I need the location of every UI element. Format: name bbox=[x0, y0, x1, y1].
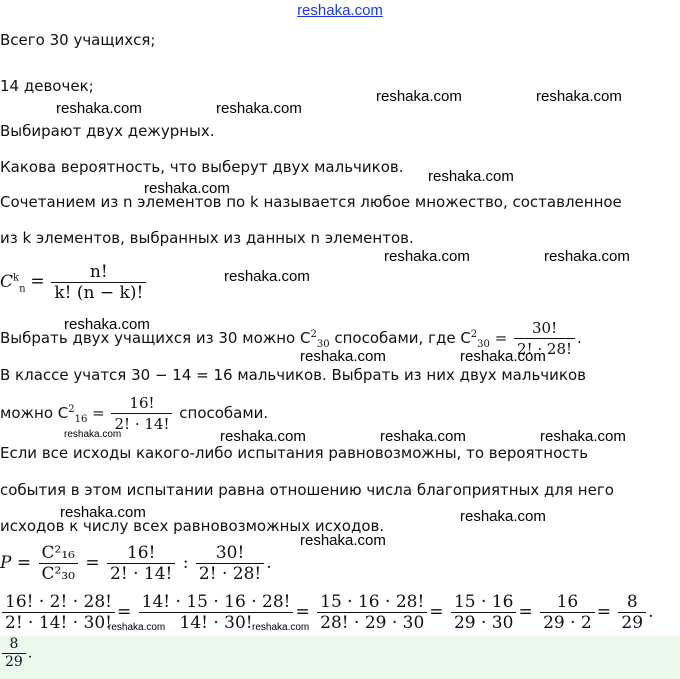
p-div: : bbox=[182, 553, 189, 573]
p-fraction-2 bbox=[107, 543, 175, 584]
p-f3-num: 30! bbox=[196, 543, 264, 564]
answer-num: 8 bbox=[2, 636, 26, 654]
watermark: reshaka.com bbox=[220, 428, 306, 445]
choose-16-num: 16! bbox=[111, 393, 172, 414]
chain-3-num: 15 · 16 · 28! bbox=[317, 592, 427, 613]
line-probability-def-1: Если все исходы какого-либо испытания равновозможны, то вероятность bbox=[0, 444, 589, 462]
chain-4-den: 29 · 30 bbox=[453, 613, 514, 633]
choose-16-text-b: способами. bbox=[179, 404, 269, 422]
line-combination-definition-cont: из k элементов, выбранных из данных n элементов. bbox=[0, 229, 414, 247]
watermark: reshaka.com bbox=[300, 532, 386, 549]
chain-6-num: 8 bbox=[618, 592, 646, 613]
line-choose-two: Выбирают двух дежурных. bbox=[0, 122, 215, 140]
watermark: reshaka.com bbox=[144, 180, 230, 197]
choose-30-den: 2! · 28! bbox=[517, 340, 573, 358]
chain-fraction-1 bbox=[2, 592, 115, 633]
choose-30-text-b: способами, где C bbox=[334, 329, 471, 347]
choose-30-sub2: 30 bbox=[477, 339, 490, 350]
line-choose-from-30: Выбрать двух учащихся из 30 можно $C^2_{30}$ способами, где $C^2_{30}$ = $\frac{30!}{2! \cdot 28!}$ . bbox=[0, 319, 582, 358]
p-f1-num: C²₁₆ bbox=[39, 543, 78, 564]
formula-calculation-chain: $\frac{16! \cdot 2! \cdot 28!}{2! \cdot 14! \cdot 30!}$ = $\frac{14! \cdot 15 \cdot 16 \cdot 28!}{14! \cdot 30!}$ = $\frac{15 \cdot 16 \cdot 28!}{28! \cdot 29 \cdot 30}$ = $\frac{15 \cdot 16}{29 \cdot 30}$ = $\frac{16}{29 \cdot 2}$ = $\frac{8}{29}$ . bbox=[0, 592, 653, 633]
answer-fraction: $\frac{8}{29}$ . bbox=[0, 636, 32, 671]
p-f1-den: C²₃₀ bbox=[41, 564, 75, 584]
p-lhs: P = bbox=[0, 553, 32, 573]
choose-16-fraction bbox=[111, 393, 172, 434]
chain-1-den: 2! · 14! · 30! bbox=[5, 613, 112, 633]
watermark: reshaka.com bbox=[540, 428, 626, 445]
formula-comb-sub: n bbox=[19, 282, 26, 294]
chain-1-num: 16! · 2! · 28! bbox=[2, 592, 115, 613]
line-question: Какова вероятность, что выберут двух мальчиков. bbox=[0, 158, 404, 176]
watermark: reshaka.com bbox=[536, 88, 622, 105]
formula-comb-den: k! (n − k)! bbox=[54, 283, 144, 303]
chain-2-num: 14! · 15 · 16 · 28! bbox=[139, 592, 294, 613]
formula-comb-eq: = bbox=[30, 271, 45, 292]
line-total-students: Всего 30 учащихся; bbox=[0, 31, 156, 49]
formula-probability: P = $\frac{\text{C²₁₆}}{\text{C²₃₀}}$ = $\frac{16!}{2! \cdot 14!}$ : $\frac{30!}{2! \cdot 28!}$ . bbox=[0, 543, 272, 584]
watermark: reshaka.com bbox=[64, 429, 122, 440]
watermark: reshaka.com bbox=[300, 348, 386, 365]
watermark: reshaka.com bbox=[56, 100, 142, 117]
watermark: reshaka.com bbox=[460, 348, 546, 365]
chain-fraction-6 bbox=[618, 592, 646, 633]
watermark: reshaka.com bbox=[64, 316, 150, 333]
chain-5-num: 16 bbox=[540, 592, 595, 613]
line-girls: 14 девочек; bbox=[0, 77, 94, 95]
watermark: reshaka.com bbox=[108, 622, 166, 633]
watermark: reshaka.com bbox=[376, 88, 462, 105]
p-f3-den: 2! · 28! bbox=[198, 564, 262, 584]
choose-30-sup2: 2 bbox=[470, 329, 478, 340]
chain-2-den: 14! · 30! bbox=[179, 613, 253, 633]
chain-4-num: 15 · 16 bbox=[451, 592, 516, 613]
watermark: reshaka.com bbox=[60, 504, 146, 521]
p-fraction-1 bbox=[39, 543, 78, 584]
choose-30-num: 30! bbox=[514, 318, 575, 339]
site-header-link[interactable]: reshaka.com bbox=[297, 2, 383, 19]
watermark: reshaka.com bbox=[428, 168, 514, 185]
chain-5-den: 29 · 2 bbox=[543, 613, 592, 633]
p-f2-den: 2! · 14! bbox=[110, 564, 173, 584]
choose-30-text-a: Выбрать двух учащихся из 30 можно C bbox=[0, 329, 311, 347]
chain-fraction-5 bbox=[540, 592, 595, 633]
choose-30-sub: 30 bbox=[316, 339, 330, 350]
p-f2-num: 16! bbox=[107, 543, 175, 564]
line-probability-def-3: исходов к числу всех равновозможных исходов. bbox=[0, 517, 385, 535]
watermark: reshaka.com bbox=[380, 428, 466, 445]
answer-band bbox=[0, 636, 680, 679]
watermark: reshaka.com bbox=[224, 268, 310, 285]
chain-fraction-3 bbox=[317, 592, 427, 633]
chain-6-den: 29 bbox=[621, 613, 644, 633]
answer-frac bbox=[2, 636, 26, 671]
watermark: reshaka.com bbox=[384, 248, 470, 265]
choose-16-sub: 16 bbox=[74, 414, 88, 425]
choose-30-sup: 2 bbox=[310, 329, 317, 340]
line-probability-def-2: события в этом испытании равна отношению числа благоприятных для него bbox=[0, 481, 614, 499]
watermark: reshaka.com bbox=[216, 100, 302, 117]
formula-comb-sup: k bbox=[13, 271, 20, 283]
choose-16-text-a: можно C bbox=[0, 404, 69, 422]
watermark: reshaka.com bbox=[544, 248, 630, 265]
line-choose-boys: можно $C^2_{16}$ = $\frac{16!}{2! \cdot 14!}$ способами. bbox=[0, 394, 269, 433]
formula-comb-fraction bbox=[51, 262, 146, 303]
choose-16-sup: 2 bbox=[68, 404, 75, 415]
line-boys-count: В классе учатся 30 − 14 = 16 мальчиков. Выбрать из них двух мальчиков bbox=[0, 366, 586, 384]
formula-comb-c: C bbox=[0, 271, 14, 292]
watermark: reshaka.com bbox=[252, 622, 310, 633]
line-combination-definition: Сочетанием из n элементов по k называется любое множество, составленное bbox=[0, 193, 622, 211]
choose-16-den: 2! · 14! bbox=[114, 415, 170, 433]
chain-3-den: 28! · 29 · 30 bbox=[320, 613, 425, 633]
p-fraction-3 bbox=[196, 543, 264, 584]
formula-combinations bbox=[0, 262, 148, 303]
formula-comb-num: n! bbox=[51, 262, 146, 283]
answer-den: 29 bbox=[5, 654, 23, 670]
watermark: reshaka.com bbox=[460, 508, 546, 525]
chain-fraction-4 bbox=[451, 592, 516, 633]
